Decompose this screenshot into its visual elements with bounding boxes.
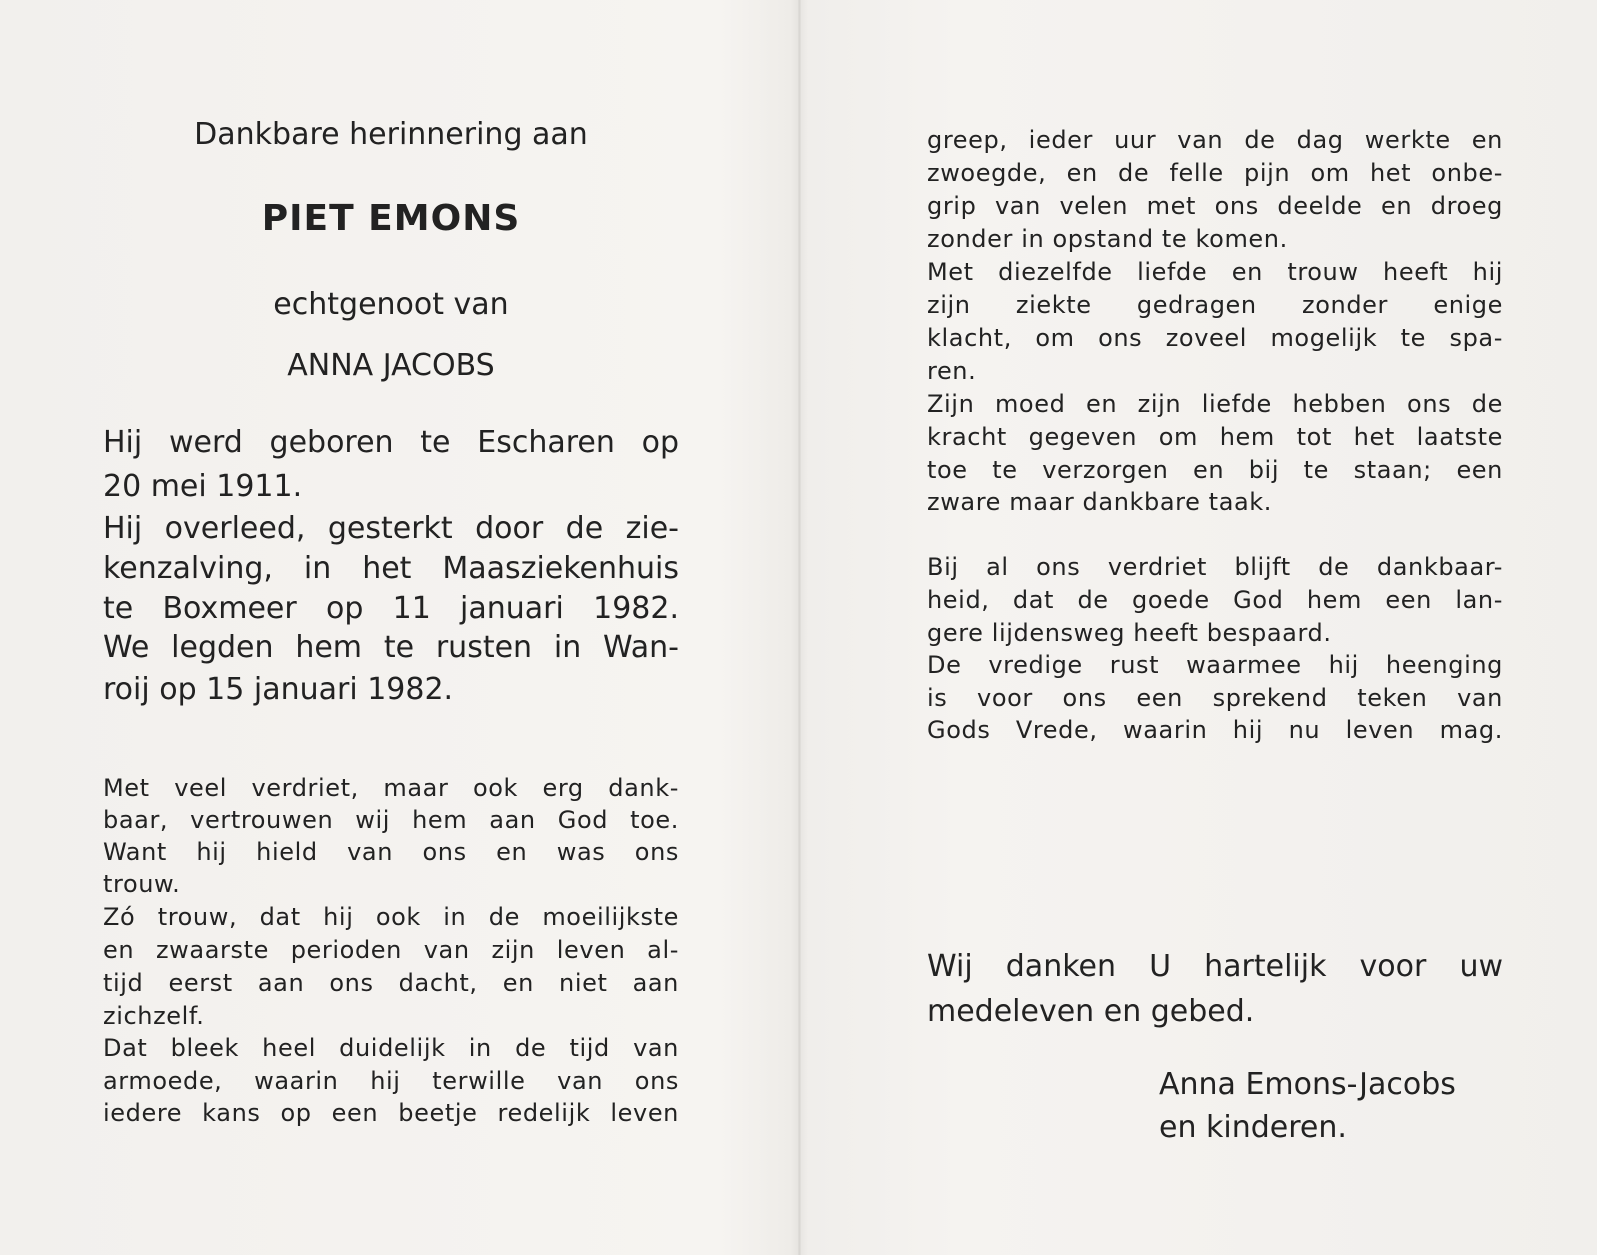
biography-line: kenzalving, in het Maasziekenhuis	[103, 551, 679, 586]
thanks-line: Wij danken U hartelijk voor uw	[927, 949, 1503, 984]
biography-line: 20 mei 1911.	[103, 469, 303, 504]
tribute-line: iedere kans op een beetje redelijk leven	[103, 1099, 679, 1127]
tribute-line: zwoegde, en de felle pijn om het onbe-	[927, 159, 1503, 187]
heading-intro: Dankbare herinnering aan	[194, 117, 588, 152]
tribute-line: Gods Vrede, waarin hij nu leven mag.	[927, 716, 1503, 744]
tribute-line: ren.	[927, 357, 977, 385]
thanks-line: medeleven en gebed.	[927, 994, 1255, 1029]
left-panel	[103, 0, 679, 1255]
tribute-line: Zó trouw, dat hij ook in de moeilijkste	[103, 903, 679, 931]
tribute-line: zichzelf.	[103, 1002, 205, 1030]
tribute-line: Met diezelfde liefde en trouw heeft hij	[927, 258, 1503, 286]
card-fold	[798, 0, 801, 1255]
tribute-line: tijd eerst aan ons dacht, en niet aan	[103, 969, 679, 997]
tribute-line: armoede, waarin hij terwille van ons	[103, 1067, 679, 1095]
tribute-line: kracht gegeven om hem tot het laatste	[927, 423, 1503, 451]
tribute-line: Met veel verdriet, maar ook erg dank-	[103, 774, 679, 802]
tribute-line: Dat bleek heel duidelijk in de tijd van	[103, 1034, 679, 1062]
tribute-line: zijn ziekte gedragen zonder enige	[927, 291, 1503, 319]
tribute-line: is voor ons een sprekend teken van	[927, 684, 1503, 712]
biography-line: We legden hem te rusten in Wan-	[103, 630, 679, 665]
tribute-line: grip van velen met ons deelde en droeg	[927, 192, 1503, 220]
spouse-name: ANNA JACOBS	[287, 348, 495, 383]
biography-line: roij op 15 januari 1982.	[103, 672, 454, 707]
deceased-name: PIET EMONS	[261, 198, 521, 239]
tribute-line: zonder in opstand te komen.	[927, 225, 1288, 253]
tribute-line: baar, vertrouwen wij hem aan God toe.	[103, 806, 679, 834]
tribute-line: De vredige rust waarmee hij heenging	[927, 651, 1503, 679]
tribute-line: heid, dat de goede God hem een lan-	[927, 586, 1503, 614]
tribute-line: greep, ieder uur van de dag werkte en	[927, 126, 1503, 154]
tribute-line: en zwaarste perioden van zijn leven al-	[103, 936, 679, 964]
tribute-line: trouw.	[103, 870, 181, 898]
tribute-line: zware maar dankbare taak.	[927, 488, 1273, 516]
right-panel	[927, 0, 1503, 1255]
tribute-line: gere lijdensweg heeft bespaard.	[927, 619, 1332, 647]
tribute-line: klacht, om ons zoveel mogelijk te spa-	[927, 324, 1503, 352]
tribute-line: toe te verzorgen en bij te staan; een	[927, 456, 1503, 484]
biography-line: te Boxmeer op 11 januari 1982.	[103, 591, 679, 626]
tribute-line: Bij al ons verdriet blijft de dankbaar-	[927, 553, 1503, 581]
spouse-label: echtgenoot van	[273, 287, 509, 322]
signature-line: en kinderen.	[1159, 1110, 1347, 1145]
tribute-line: Want hij hield van ons en was ons	[103, 838, 679, 866]
signature-line: Anna Emons-Jacobs	[1159, 1067, 1456, 1102]
biography-line: Hij werd geboren te Escharen op	[103, 425, 679, 460]
tribute-line: Zijn moed en zijn liefde hebben ons de	[927, 390, 1503, 418]
biography-line: Hij overleed, gesterkt door de zie-	[103, 511, 679, 546]
